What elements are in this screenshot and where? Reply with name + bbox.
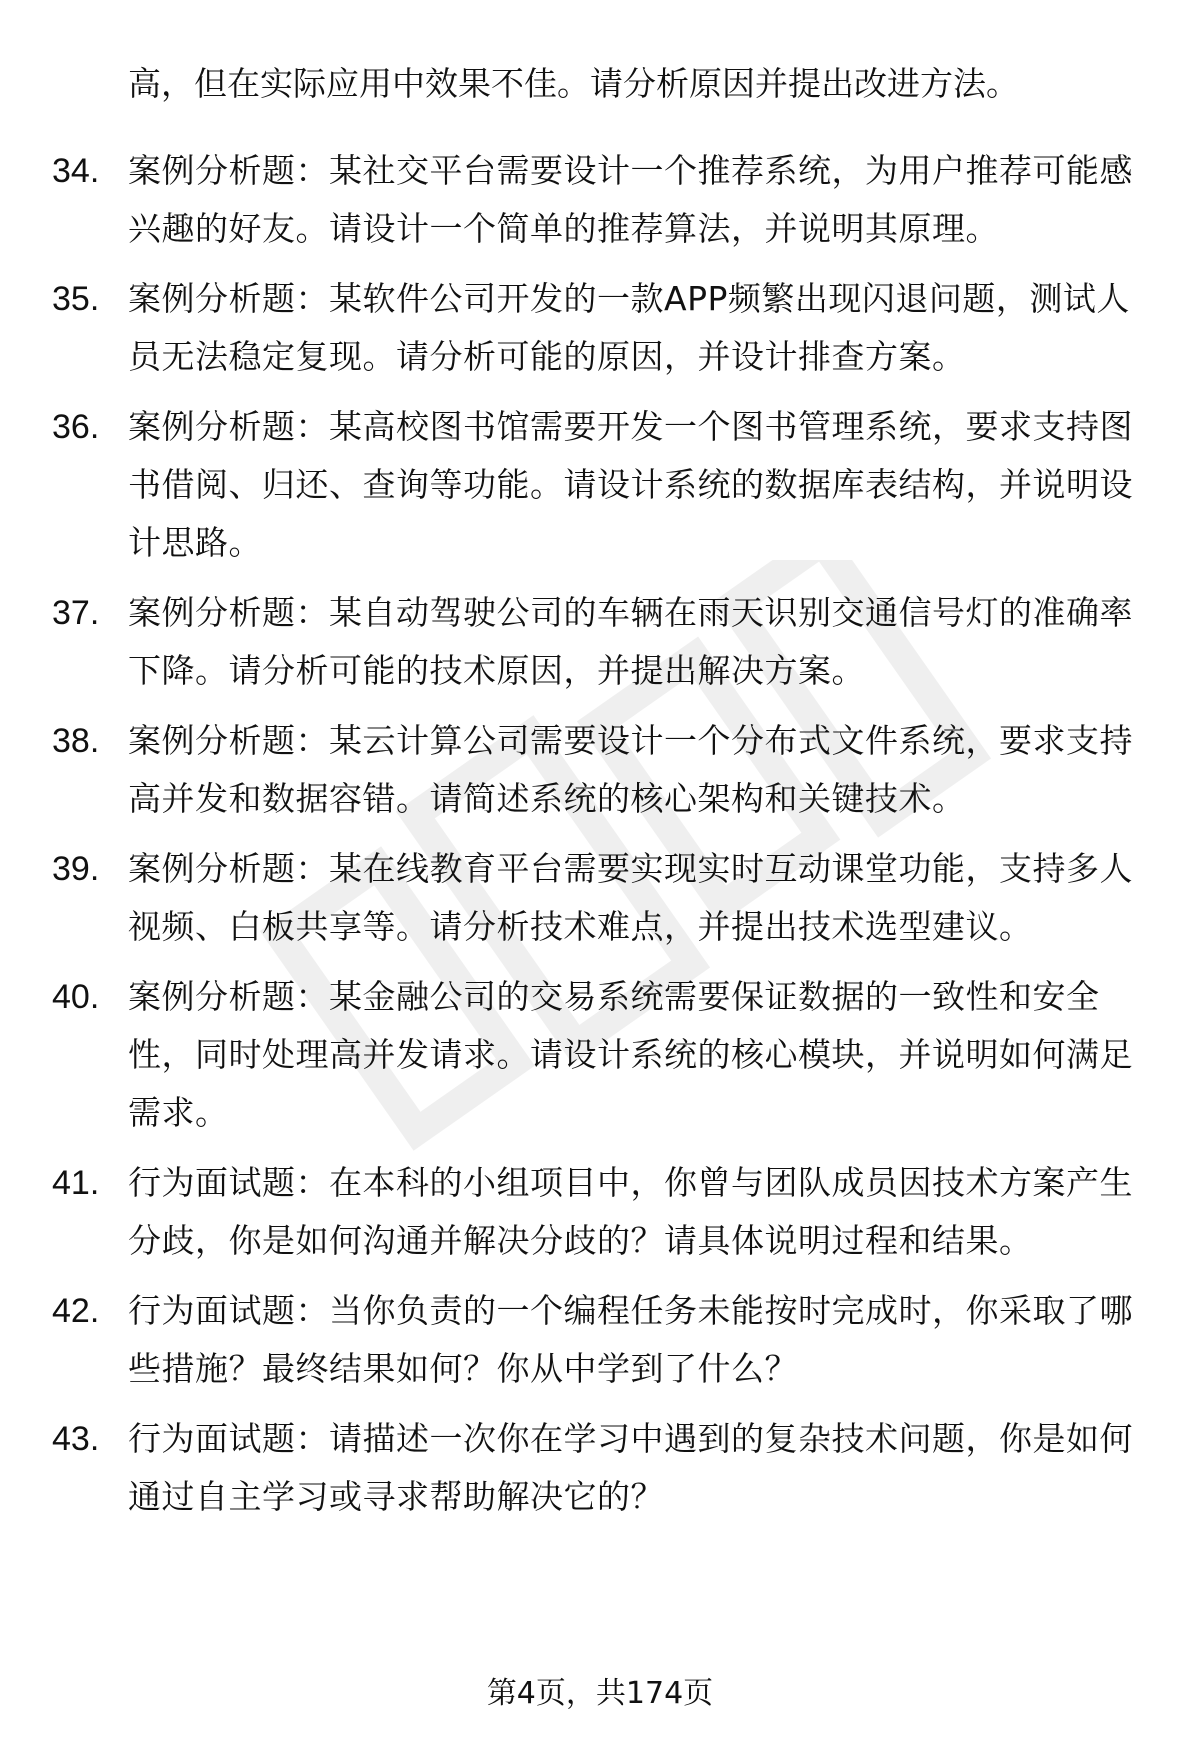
question-text: 案例分析题：某在线教育平台需要实现实时互动课堂功能，支持多人视频、白板共享等。请分析技术难点，并提出技术选型建议。 xyxy=(128,849,1133,946)
question-number: 41. xyxy=(52,1164,100,1202)
question-number: 42. xyxy=(52,1292,100,1330)
question-text: 案例分析题：某金融公司的交易系统需要保证数据的一致性和安全性，同时处理高并发请求。请设计系统的核心模块，并说明如何满足需求。 xyxy=(128,977,1133,1132)
question-number: 37. xyxy=(52,594,100,632)
question-list xyxy=(0,142,1200,1538)
question-number: 43. xyxy=(52,1420,100,1458)
question-text: 行为面试题：请描述一次你在学习中遇到的复杂技术问题，你是如何通过自主学习或寻求帮助解决它的？ xyxy=(128,1419,1133,1516)
question-text: 案例分析题：某社交平台需要设计一个推荐系统，为用户推荐可能感兴趣的好友。请设计一个简单的推荐算法，并说明其原理。 xyxy=(128,151,1133,248)
question-item xyxy=(0,398,1138,572)
question-number: 35. xyxy=(52,280,100,318)
page-footer: 第4页，共174页 xyxy=(486,1676,714,1711)
question-number: 40. xyxy=(52,978,100,1016)
question-item xyxy=(0,840,1138,956)
question-text: 行为面试题：在本科的小组项目中，你曾与团队成员因技术方案产生分歧，你是如何沟通并解决分歧的？请具体说明过程和结果。 xyxy=(128,1163,1133,1260)
question-text: 案例分析题：某软件公司开发的一款APP频繁出现闪退问题，测试人员无法稳定复现。请分析可能的原因，并设计排查方案。 xyxy=(128,279,1130,376)
question-item xyxy=(0,584,1138,700)
question-text: 案例分析题：某云计算公司需要设计一个分布式文件系统，要求支持高并发和数据容错。请简述系统的核心架构和关键技术。 xyxy=(128,721,1133,818)
question-number: 34. xyxy=(52,152,100,190)
question-number: 38. xyxy=(52,722,100,760)
question-item xyxy=(0,270,1138,386)
question-item xyxy=(0,1282,1138,1398)
continuation-text: 高，但在实际应用中效果不佳。请分析原因并提出改进方法。 xyxy=(128,64,1019,103)
question-text: 案例分析题：某高校图书馆需要开发一个图书管理系统，要求支持图书借阅、归还、查询等功能。请设计系统的数据库表结构，并说明设计思路。 xyxy=(128,407,1133,562)
question-item xyxy=(0,1154,1138,1270)
question-text: 行为面试题：当你负责的一个编程任务未能按时完成时，你采取了哪些措施？最终结果如何？你从中学到了什么？ xyxy=(128,1291,1133,1388)
question-item xyxy=(0,712,1138,828)
question-item xyxy=(0,968,1138,1142)
question-number: 36. xyxy=(52,408,100,446)
question-number: 39. xyxy=(52,850,100,888)
question-item xyxy=(0,142,1138,258)
question-item xyxy=(0,1410,1138,1526)
question-text: 案例分析题：某自动驾驶公司的车辆在雨天识别交通信号灯的准确率下降。请分析可能的技术原因，并提出解决方案。 xyxy=(128,593,1133,690)
